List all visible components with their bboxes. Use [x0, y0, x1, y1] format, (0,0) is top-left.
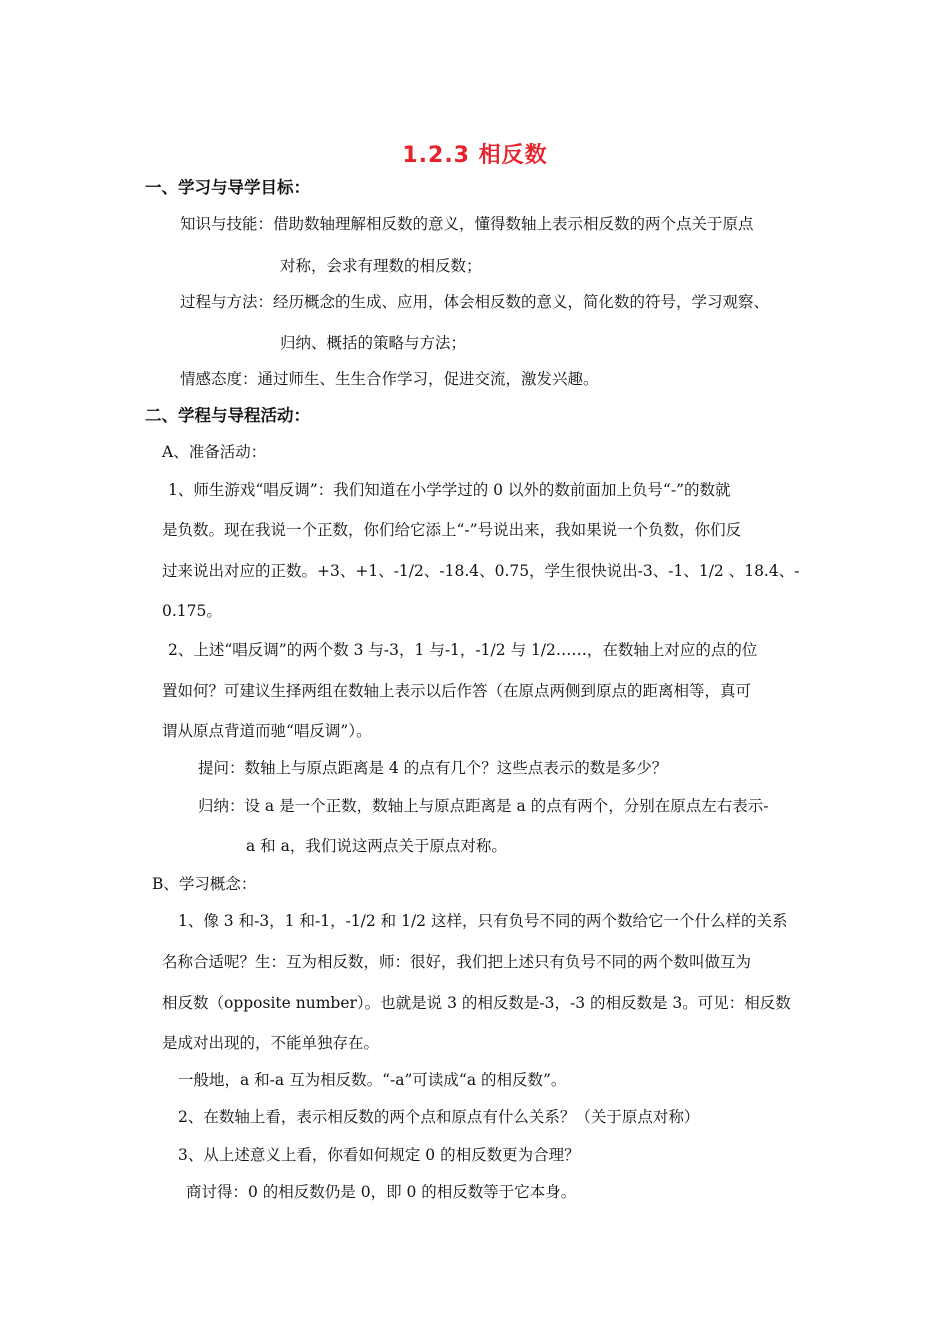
- induction-line1: 归纳：设 a 是一个正数，数轴上与原点距离是 a 的点有两个，分别在原点左右表示-: [198, 797, 769, 815]
- emotion-attitude-line: 情感态度：通过师生、生生合作学习，促进交流，激发兴趣。: [180, 370, 599, 388]
- part-b-heading: B、学习概念：: [152, 875, 257, 893]
- question-line: 提问：数轴上与原点距离是 4 的点有几个？这些点表示的数是多少？: [198, 759, 668, 777]
- part-a-item1-line2: 是负数。现在我说一个正数，你们给它添上“-”号说出来，我如果说一个负数，你们反: [162, 521, 742, 539]
- part-b-item3: 3、从上述意义上看，你看如何规定 0 的相反数更为合理？: [178, 1146, 580, 1164]
- part-a-item1-line3: 过来说出对应的正数。+3、+1、-1/2、-18.4、0.75，学生很快说出-3、-1、1/2 、18.4、-: [162, 562, 800, 580]
- section1-heading: 一、学习与导学目标：: [145, 178, 310, 197]
- part-a-item1-line1: 1、师生游戏“唱反调”：我们知道在小学学过的 0 以外的数前面加上负号“-”的数就: [168, 481, 731, 499]
- part-b-item1-line2: 名称合适呢？生：互为相反数，师：很好，我们把上述只有负号不同的两个数叫做互为: [162, 953, 752, 971]
- part-a-heading: A、准备活动：: [162, 443, 267, 461]
- part-b-item2: 2、在数轴上看，表示相反数的两个点和原点有什么关系？（关于原点对称）: [178, 1108, 700, 1126]
- process-methods-line2: 归纳、概括的策略与方法；: [280, 334, 467, 352]
- part-a-item2-line2: 置如何？可建议生择两组在数轴上表示以后作答（在原点两侧到原点的距离相等，真可: [162, 682, 752, 700]
- induction-line2: a 和 a，我们说这两点关于原点对称。: [246, 837, 507, 855]
- discussion-result: 商讨得：0 的相反数仍是 0，即 0 的相反数等于它本身。: [186, 1183, 577, 1201]
- section2-heading: 二、学程与导程活动：: [145, 406, 310, 425]
- process-methods-line1: 过程与方法：经历概念的生成、应用，体会相反数的意义，简化数的符号，学习观察、: [180, 293, 770, 311]
- part-b-item1-line1: 1、像 3 和-3，1 和-1，-1/2 和 1/2 这样，只有负号不同的两个数给它一个什么样的关系: [178, 912, 788, 930]
- knowledge-skills-line1: 知识与技能：借助数轴理解相反数的意义，懂得数轴上表示相反数的两个点关于原点: [180, 215, 754, 233]
- part-a-item2-line3: 谓从原点背道而驰“唱反调”）。: [162, 722, 372, 740]
- part-b-item1-line3: 相反数（opposite number）。也就是说 3 的相反数是-3，-3 的相反数是 3。可见：相反数: [162, 994, 791, 1012]
- knowledge-skills-line2: 对称，会求有理数的相反数；: [280, 257, 482, 275]
- part-a-item1-line4: 0.175。: [162, 602, 222, 620]
- document-title: 1.2.3 相反数: [402, 143, 548, 168]
- general-statement: 一般地，a 和-a 互为相反数。“-a”可读成“a 的相反数”。: [178, 1071, 567, 1089]
- part-a-item2-line1: 2、上述“唱反调”的两个数 3 与-3，1 与-1，-1/2 与 1/2……，在数轴上对应的点的位: [168, 641, 758, 659]
- part-b-item1-line4: 是成对出现的，不能单独存在。: [162, 1034, 380, 1052]
